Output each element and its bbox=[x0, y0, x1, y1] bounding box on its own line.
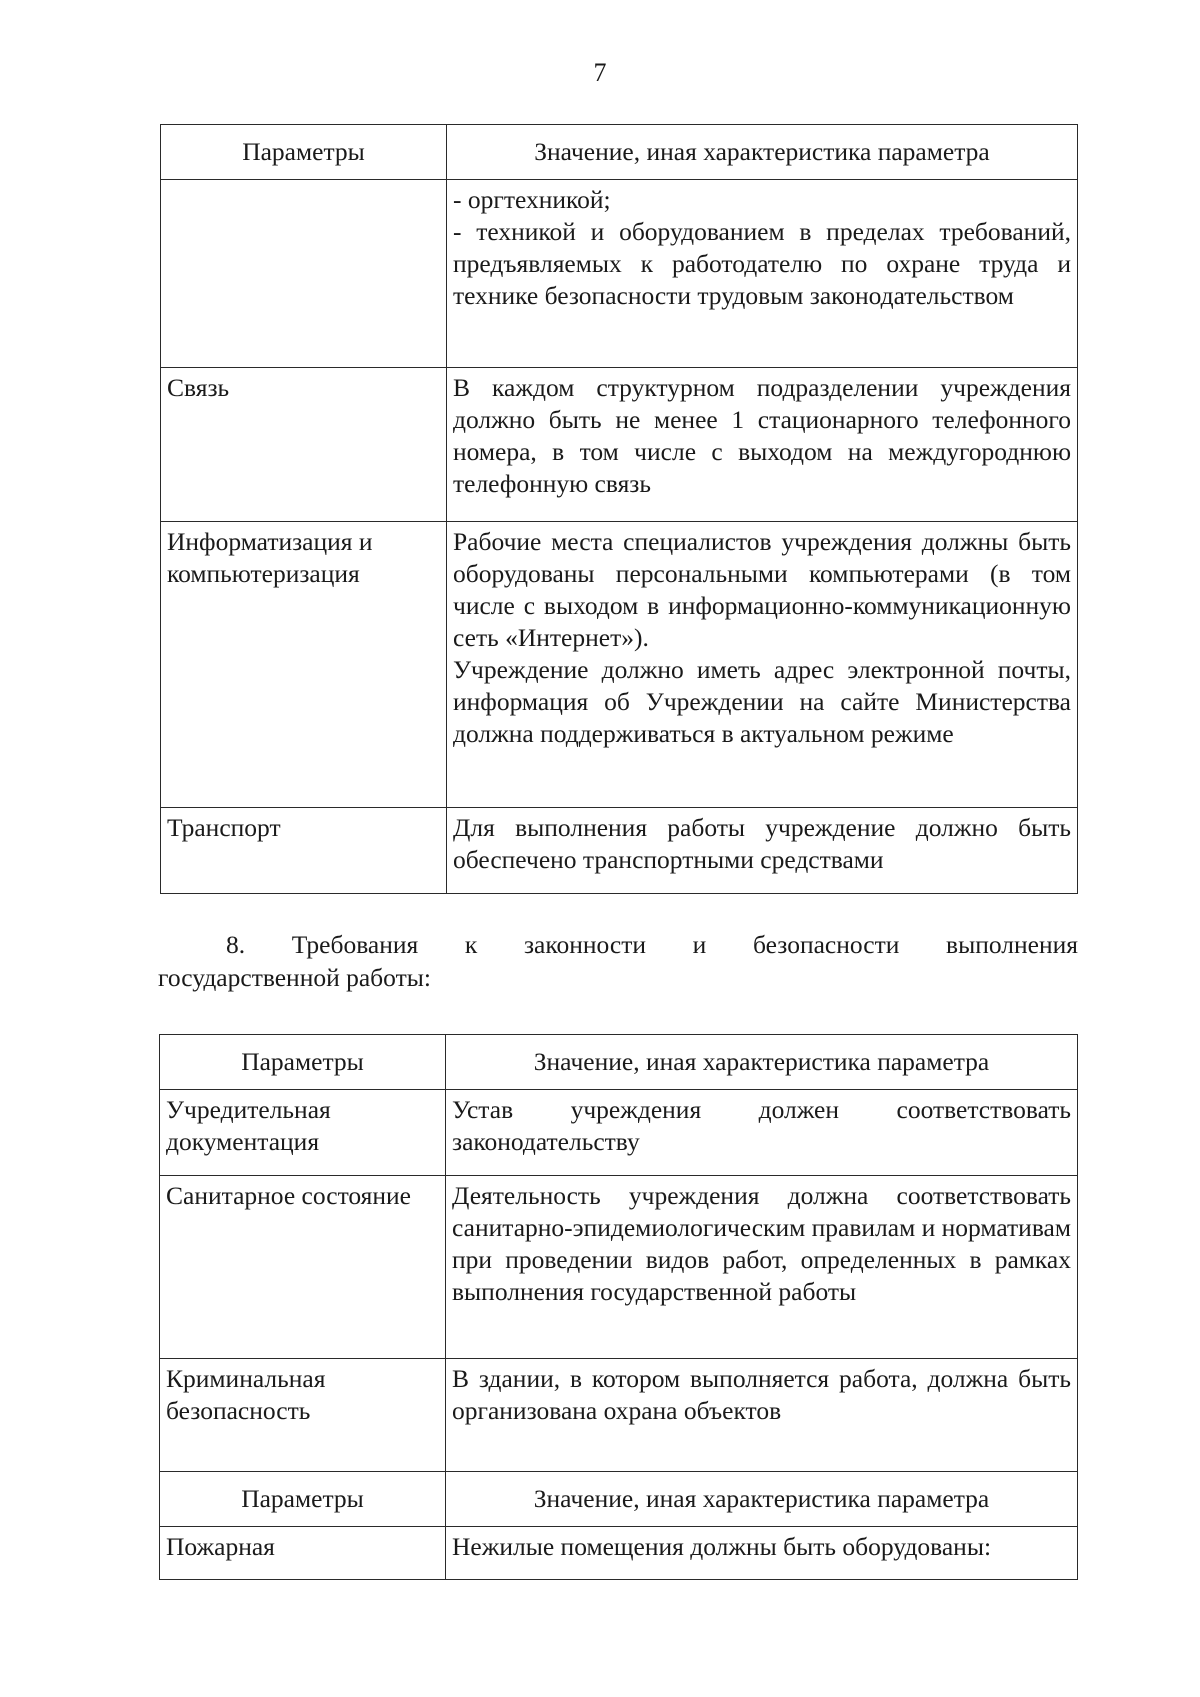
value-cell bbox=[446, 1090, 1078, 1176]
value-cell bbox=[447, 808, 1078, 894]
param-cell: Криминальная безопасность bbox=[160, 1359, 446, 1472]
value-cell bbox=[447, 368, 1078, 522]
table-row bbox=[161, 808, 1078, 894]
header-value: Значение, иная характеристика параметра bbox=[446, 1035, 1078, 1090]
value-line: - техникой и оборудованием в пределах требований, предъявляемых к работодателю по охране труда и технике безопасности трудовым законодательством bbox=[453, 217, 1071, 310]
value-line: Для выполнения работы учреждение должно быть обеспечено транспортными средствами bbox=[453, 813, 1071, 874]
value-cell bbox=[447, 180, 1078, 368]
table-row bbox=[161, 180, 1078, 368]
param-cell: Учредительная документация bbox=[160, 1090, 446, 1176]
value-cell bbox=[446, 1359, 1078, 1472]
table-header-row bbox=[161, 125, 1078, 180]
value-cell bbox=[447, 522, 1078, 808]
param-cell bbox=[161, 180, 447, 368]
header-parameters: Параметры bbox=[161, 125, 447, 180]
table-header-row bbox=[160, 1035, 1078, 1090]
legality-safety-table bbox=[159, 1034, 1078, 1580]
param-cell: Связь bbox=[161, 368, 447, 522]
param-cell: Информатизация и компьютеризация bbox=[161, 522, 447, 808]
page-number: 7 bbox=[593, 58, 607, 87]
table-row bbox=[160, 1090, 1078, 1176]
value-line: В здании, в котором выполняется работа, должна быть организована охрана объектов bbox=[452, 1364, 1071, 1425]
table-row bbox=[160, 1359, 1078, 1472]
value-line: Устав учреждения должен соответствовать законодательству bbox=[452, 1095, 1071, 1156]
value-line: Учреждение должно иметь адрес электронной почты, информация об Учреждении на сайте Министерства должна поддерживаться в актуальном режиме bbox=[453, 655, 1071, 748]
requirements-table-continued bbox=[160, 124, 1078, 894]
table-repeat-header-row bbox=[160, 1472, 1078, 1527]
header-value: Значение, иная характеристика параметра bbox=[447, 125, 1078, 180]
header-value: Значение, иная характеристика параметра bbox=[446, 1472, 1078, 1527]
table-row bbox=[161, 368, 1078, 522]
value-line: Деятельность учреждения должна соответствовать санитарно-эпидемиологическим правилам и нормативам при проведении видов работ, определенных в рамках выполнения государственной работы bbox=[452, 1181, 1071, 1306]
param-cell: Транспорт bbox=[161, 808, 447, 894]
table-row bbox=[160, 1176, 1078, 1359]
value-line: В каждом структурном подразделении учреждения должно быть не менее 1 стационарного телефонного номера, в том числе с выходом на междугороднюю телефонную связь bbox=[453, 373, 1071, 498]
header-parameters: Параметры bbox=[160, 1472, 446, 1527]
table-row bbox=[160, 1527, 1078, 1580]
value-cell: Нежилые помещения должны быть оборудованы: bbox=[446, 1527, 1078, 1580]
param-cell: Санитарное состояние bbox=[160, 1176, 446, 1359]
param-cell: Пожарная bbox=[160, 1527, 446, 1580]
header-parameters: Параметры bbox=[160, 1035, 446, 1090]
section-8-line-1: 8. Требования к законности и безопасности выполнения bbox=[226, 930, 1078, 959]
table-row bbox=[161, 522, 1078, 808]
section-8-line-2: государственной работы: bbox=[158, 963, 431, 992]
value-line: - оргтехникой; bbox=[453, 185, 611, 214]
section-8-heading bbox=[158, 928, 1078, 994]
value-line: Рабочие места специалистов учреждения должны быть оборудованы персональными компьютерами (в том числе с выходом в информационно-коммуникационную сеть «Интернет»). bbox=[453, 527, 1071, 652]
value-cell bbox=[446, 1176, 1078, 1359]
